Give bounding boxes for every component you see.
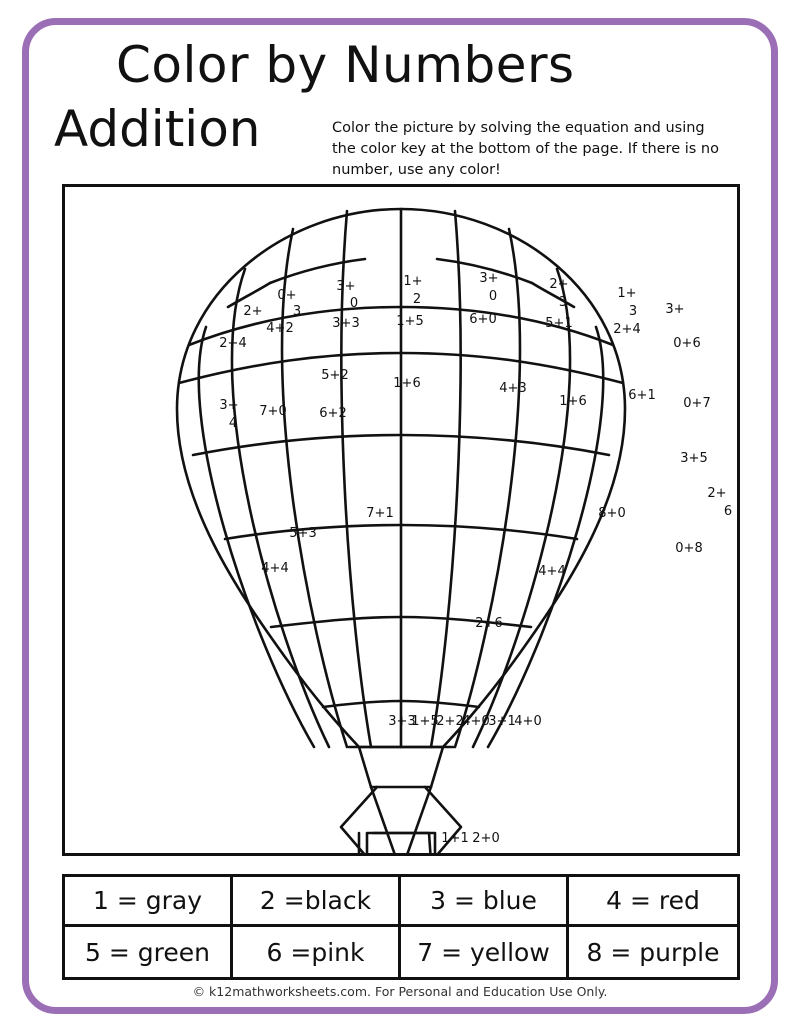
equation-label: 0+ — [277, 288, 297, 303]
equation-label: 4+4 — [261, 561, 289, 576]
equation-label: 6 — [723, 504, 733, 519]
worksheet-content — [40, 34, 760, 998]
equation-label: 4+2 — [266, 321, 294, 336]
equation-label: 2+ — [243, 304, 263, 319]
equation-label: 3 — [292, 304, 302, 319]
color-key-cell-1: 1 = gray — [65, 877, 233, 927]
equation-label: 4+4 — [538, 564, 566, 579]
equation-label: 0 — [488, 289, 498, 304]
equation-label: 3+ — [336, 279, 356, 294]
equation-label: 2+4 — [613, 322, 641, 337]
equation-label: 2+6 — [475, 616, 503, 631]
equation-label: 7+0 — [259, 404, 287, 419]
equation-label: 2+4 — [219, 336, 247, 351]
color-key-cell-6: 6 =pink — [233, 927, 401, 977]
equation-label: 3+5 — [680, 451, 708, 466]
color-key-cell-2: 2 =black — [233, 877, 401, 927]
instructions-text: Color the picture by solving the equation and using the color key at the bottom of the page. If there is no number, use any color! — [332, 120, 719, 179]
equation-label: 3 — [628, 304, 638, 319]
equation-label: 7+1 — [366, 506, 394, 521]
equation-label: 2+ — [549, 277, 569, 292]
page-title-line2: Addition — [54, 100, 261, 158]
equation-label: 4 — [228, 416, 238, 431]
equation-label: 5+3 — [289, 526, 317, 541]
color-key-cell-5: 5 = green — [65, 927, 233, 977]
equation-label: 3 — [558, 295, 568, 310]
equation-label: 0+6 — [673, 336, 701, 351]
equation-label: 3+ — [665, 302, 685, 317]
equation-label: 4+0 — [514, 714, 542, 729]
hot-air-balloon-illustration — [65, 187, 737, 853]
equation-label: 3+ — [479, 271, 499, 286]
equation-label: 1+5 — [396, 314, 424, 329]
coloring-picture-box — [62, 184, 740, 856]
equation-label: 1+6 — [393, 376, 421, 391]
equation-label: 6+0 — [469, 312, 497, 327]
equation-label: 2+2 — [436, 714, 464, 729]
color-key-cell-8: 8 = purple — [586, 937, 720, 967]
color-key-row-2 — [65, 927, 737, 977]
equation-label: 6+2 — [319, 406, 347, 421]
equation-label: 4+0 — [462, 714, 490, 729]
equation-label: 2+ — [707, 486, 727, 501]
equation-label: 1+ — [617, 286, 637, 301]
equation-label: 3+ — [219, 398, 239, 413]
equation-label: 5+2 — [321, 368, 349, 383]
color-key-cell-7: 7 = yellow — [401, 927, 569, 977]
equation-label: 3+3 — [388, 714, 416, 729]
equation-label: 1+1 — [441, 831, 469, 846]
equation-label: 5+1 — [545, 316, 573, 331]
page-title-line1: Color by Numbers — [116, 36, 575, 94]
equation-label: 1+5 — [411, 714, 439, 729]
worksheet-header — [40, 34, 760, 179]
equation-label: 8+0 — [598, 506, 626, 521]
copyright-footer: © k12mathworksheets.com. For Personal and Education Use Only. — [192, 984, 608, 999]
equation-label: 0 — [349, 296, 359, 311]
color-key-cell-4: 4 = red — [569, 877, 737, 927]
equation-label: 0+7 — [683, 396, 711, 411]
equation-label: 1+ — [403, 274, 423, 289]
equation-label: 2 — [412, 292, 422, 307]
equation-label: 3+1 — [488, 714, 516, 729]
color-key — [62, 874, 740, 980]
color-key-row-1 — [65, 877, 737, 927]
color-key-cell-3: 3 = blue — [401, 877, 569, 927]
equation-label: 6+1 — [628, 388, 656, 403]
equation-label: 4+3 — [499, 381, 527, 396]
equation-label: 1+6 — [559, 394, 587, 409]
equation-label: 0+8 — [675, 541, 703, 556]
equation-label: 2+0 — [472, 831, 500, 846]
equation-label: 3+3 — [332, 316, 360, 331]
